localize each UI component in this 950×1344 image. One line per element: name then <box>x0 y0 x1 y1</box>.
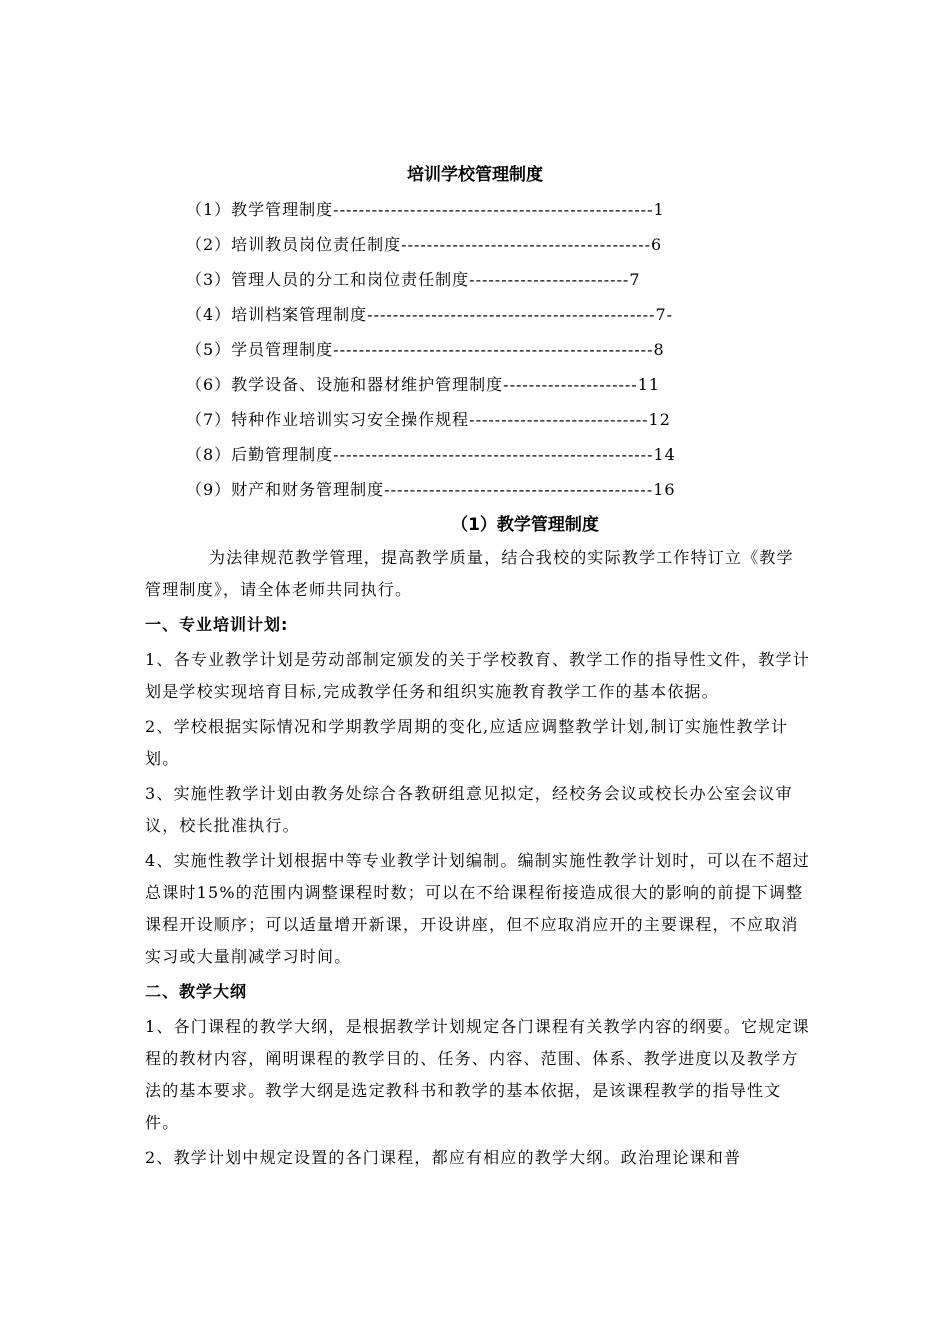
paragraph: 2、教学计划中规定设置的各门课程，都应有相应的教学大纲。政治理论课和普 <box>145 1148 742 1167</box>
document-body <box>145 542 810 1177</box>
toc-item[interactable]: （9）财产和财务管理制度------------------------------------------16 <box>186 480 676 499</box>
toc-item[interactable]: （6）教学设备、设施和器材维护管理制度---------------------11 <box>186 375 661 394</box>
paragraph: 1、各专业教学计划是劳动部制定颁发的关于学校教育、教学工作的指导性文件，教学计划是学校实现培育目标,完成教学任务和组织实施教育教学工作的基本依据。 <box>145 650 810 701</box>
part1-heading: 一、专业培训计划: <box>145 615 289 634</box>
section-title: （1）教学管理制度 <box>451 515 599 535</box>
paragraph: 3、实施性教学计划由教务处综合各教研组意见拟定，经校务会议或校长办公室会议审议，校长批准执行。 <box>145 784 793 835</box>
intro-paragraph: 为法律规范教学管理，提高教学质量，结合我校的实际教学工作特订立《教学管理制度》，请全体老师共同执行。 <box>145 548 794 599</box>
document-title: 培训学校管理制度 <box>407 165 543 185</box>
toc-item[interactable]: （8）后勤管理制度--------------------------------------------------14 <box>186 445 676 464</box>
toc-item[interactable]: （7）特种作业培训实习安全操作规程----------------------------12 <box>186 410 671 429</box>
table-of-contents <box>186 196 746 511</box>
paragraph: 1、各门课程的教学大纲，是根据教学计划规定各门课程有关教学内容的纲要。它规定课程的教材内容，阐明课程的教学目的、任务、内容、范围、体系、教学进度以及教学方法的基本要求。教学大纲是选定教科书和教学的基本依据，是该课程教学的指导性文件。 <box>145 1017 810 1132</box>
toc-item[interactable]: （4）培训档案管理制度---------------------------------------------7- <box>186 305 674 324</box>
toc-item[interactable]: （3）管理人员的分工和岗位责任制度-------------------------7 <box>186 270 641 289</box>
toc-item[interactable]: （1）教学管理制度--------------------------------------------------1 <box>186 200 665 219</box>
toc-item[interactable]: （5）学员管理制度--------------------------------------------------8 <box>186 340 665 359</box>
paragraph: 2、学校根据实际情况和学期教学周期的变化,应适应调整教学计划,制订实施性教学计划。 <box>145 717 789 768</box>
paragraph: 4、实施性教学计划根据中等专业教学计划编制。编制实施性教学计划时，可以在不超过总课时15%的范围内调整课程时数；可以在不给课程衔接造成很大的影响的前提下调整课程开设顺序；可以适量增开新课，开设讲座，但不应取消应开的主要课程，不应取消实习或大量削减学习时间。 <box>145 851 810 966</box>
toc-item[interactable]: （2）培训教员岗位责任制度---------------------------------------6 <box>186 235 663 254</box>
part2-heading: 二、教学大纲 <box>145 982 248 1001</box>
